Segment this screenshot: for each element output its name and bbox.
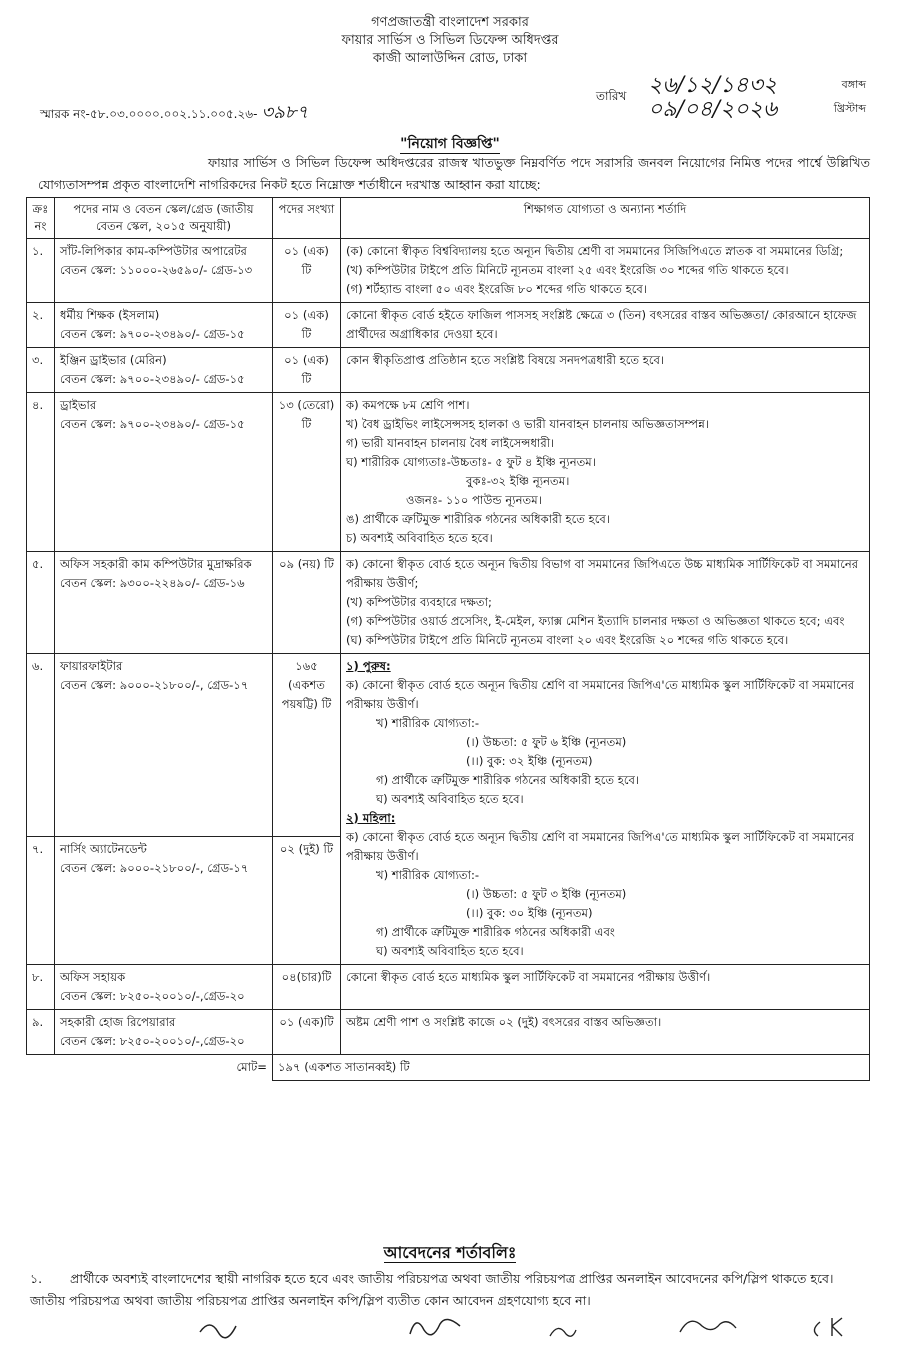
pay-scale: বেতন স্কেল: ৯৭০০-২৩৪৯০/- গ্রেড-১৫ (60, 417, 245, 431)
condition-text: প্রার্থীকে অবশ্যই বাংলাদেশের স্থায়ী নাগরিক হতে হবে এবং জাতীয় পরিচয়পত্র অথবা জাতীয় পরিচয়পত্র প্রাপ্তির অনলাইন আবেদনের কপি/স্লিপ থাকতে হবে। জাতীয় পরিচয়পত্র অথবা জাতীয় পরিচয়পত্র প্রাপ্তির অনলাইন কপি/স্লিপ ব্যতীত কোন আবেদন গ্রহণযোগ্য হবে না। (30, 1271, 834, 1308)
qual-line: ঙ) প্রার্থীকে ত্রুটিমুক্ত শারীরিক গঠনের অধিকারী হতে হবে। (346, 512, 611, 526)
row-qualification (341, 393, 870, 552)
row-count: ০১ (এক) টি (273, 348, 341, 393)
vacancy-table (26, 197, 870, 1081)
female-heading: ২) মহিলা: (346, 811, 396, 825)
qual-line: ওজনঃ- ১১০ পাউন্ড ন্যূনতম। (406, 493, 542, 507)
total-row (27, 1055, 870, 1081)
post-name: অফিস সহকারী কাম কম্পিউটার মুদ্রাক্ষরিক (60, 557, 252, 571)
male-heading: ১) পুরুষ: (346, 659, 391, 673)
qual-line: অষ্টম শ্রেণী পাশ ও সংশ্লিষ্ট কাজে ০২ (দুই) বৎসরের বাস্তব অভিজ্ঞতা। (346, 1015, 662, 1029)
qual-line: কোন স্বীকৃতিপ্রাপ্ত প্রতিষ্ঠান হতে সংশ্লিষ্ট বিষয়ে সনদপত্রধারী হতে হবে। (346, 353, 665, 367)
english-date: ০৯/০৪/২০২৬ (648, 97, 778, 122)
table-row (27, 654, 870, 837)
row-post (55, 654, 273, 837)
post-name: ফায়ারফাইটার (60, 659, 123, 673)
post-name: সহকারী হোজ রিপেয়ারার (60, 1015, 176, 1029)
table-row (27, 348, 870, 393)
qual-line: খ) শারীরিক যোগ্যতা:- (376, 868, 480, 882)
row-qualification (341, 239, 870, 303)
qual-line: (ক) কোনো স্বীকৃত বিশ্ববিদ্যালয় হতে অন্যূন দ্বিতীয় শ্রেণী বা সমমানের সিজিপিএতে স্নাতক বা সমমানের ডিগ্রি; (346, 244, 844, 258)
pay-scale: বেতন স্কেল: ৯৩০০-২২৪৯০/- গ্রেড-১৬ (60, 576, 245, 590)
row-count: ০৯ (নয়) টি (273, 552, 341, 654)
memo-label: স্মারক নং-৫৮.০৩.০০০০.০০২.১১.০০৫.২৬- (40, 107, 258, 121)
post-name: নার্সিং অ্যাটেনডেন্ট (60, 841, 147, 856)
english-date-suffix: খ্রিস্টাব্দ (833, 102, 866, 115)
row-sl: ৩. (27, 348, 55, 393)
qual-line: ঘ) অবশ্যই অবিবাহিত হতে হবে। (376, 944, 524, 958)
date-block (596, 72, 866, 120)
row-post (55, 552, 273, 654)
qual-line: কোনো স্বীকৃত বোর্ড হতে মাধ্যমিক স্কুল সার্টিফিকেট বা সমমানের পরীক্ষায় উত্তীর্ণ। (346, 970, 711, 984)
row-qualification (341, 303, 870, 348)
bangla-date-suffix: বঙ্গাব্দ (841, 78, 866, 91)
conditions-list (30, 1268, 870, 1312)
pay-scale: বেতন স্কেল: ৯৭০০-২৩৪৯০/- গ্রেড-১৫ (60, 372, 245, 386)
table-header-row (27, 198, 870, 239)
row-post (55, 965, 273, 1010)
qual-line: (গ) শর্টহ্যান্ড বাংলা ৫০ এবং ইংরেজি ৮০ শব্দের গতি থাকতে হবে। (346, 282, 648, 296)
conditions-title: আবেদনের শর্তাবলিঃ (383, 1243, 517, 1262)
row-count: ০১ (এক) টি (273, 239, 341, 303)
department-name: ফায়ার সার্ভিস ও সিভিল ডিফেন্স অধিদপ্তর (341, 33, 559, 48)
total-label: মোট= (236, 1060, 267, 1074)
qual-line: ক) কোনো স্বীকৃত বোর্ড হতে অন্যূন দ্বিতীয় শ্রেণি বা সমমানের জিপিএ'তে মাধ্যমিক স্কুল সার্টিফিকেট বা সমমানের পরীক্ষায় উত্তীর্ণ। (346, 678, 855, 711)
qual-line: (।।) বুক: ৩২ ইঞ্চি (ন্যূনতম) (466, 754, 593, 768)
header-count: পদের সংখ্যা (273, 198, 341, 239)
qual-line: ক) কোনো স্বীকৃত বোর্ড হতে অন্যূন দ্বিতীয় বিভাগ বা সমমানের জিপিএতে উচ্চ মাধ্যমিক সার্টিফিকেট বা সমমানের পরীক্ষায় উত্তীর্ণ; (346, 557, 859, 590)
table-row (27, 1010, 870, 1055)
qual-line: (খ) কম্পিউটার টাইপে প্রতি মিনিটে ন্যূনতম বাংলা ২৫ এবং ইংরেজি ৩০ শব্দের গতি থাকতে হবে। (346, 263, 789, 277)
qual-line: (।) উচ্চতা: ৫ ফুট ৬ ইঞ্চি (ন্যূনতম) (466, 735, 627, 749)
pay-scale: বেতন স্কেল: ৯০০০-২১৮০০/-, গ্রেড-১৭ (60, 678, 249, 692)
row-qualification (341, 965, 870, 1010)
row-sl: ২. (27, 303, 55, 348)
qual-line: খ) শারীরিক যোগ্যতা:- (376, 716, 480, 730)
header-post: পদের নাম ও বেতন স্কেল/গ্রেড (জাতীয় বেতন স্কেল, ২০১৫ অনুযায়ী) (55, 198, 273, 239)
qual-line: বুকঃ-৩২ ইঞ্চি ন্যূনতম। (466, 474, 570, 488)
post-name: অফিস সহায়ক (60, 970, 126, 984)
header-qualification: শিক্ষাগত যোগ্যতা ও অন্যান্য শর্তাদি (341, 198, 870, 239)
condition-number: ১. (30, 1271, 43, 1286)
pay-scale: বেতন স্কেল: ৮২৫০-২০০১০/-,গ্রেড-২০ (60, 989, 245, 1003)
table-row (27, 303, 870, 348)
post-name: ড্রাইভার (60, 398, 97, 412)
govt-name: গণপ্রজাতন্ত্রী বাংলাদেশ সরকার (371, 15, 529, 30)
row-post (55, 836, 273, 964)
table-row (27, 965, 870, 1010)
row-sl: ৮. (27, 965, 55, 1010)
qual-line: গ) প্রার্থীকে ত্রুটিমুক্ত শারীরিক গঠনের অধিকারী হতে হবে। (376, 773, 640, 787)
post-name: ইঞ্জিন ড্রাইভার (মেরিন) (60, 353, 167, 367)
pay-scale: বেতন স্কেল: ১১০০০-২৬৫৯০/- গ্রেড-১৩ (60, 263, 253, 277)
qual-line: গ) ভারী যানবাহন চালনায় বৈধ লাইসেন্সধারী। (346, 436, 555, 450)
qual-line: খ) বৈধ ড্রাইভিং লাইসেন্সসহ হালকা ও ভারী যানবাহন চালনায় অভিজ্ঞতাসম্পন্ন। (346, 417, 709, 431)
table-row (27, 552, 870, 654)
row-qualification-shared (341, 654, 870, 965)
row-sl: ৭. (27, 836, 55, 964)
memo-number (40, 98, 308, 129)
row-post (55, 1010, 273, 1055)
row-sl: ৪. (27, 393, 55, 552)
qual-line: ক) কোনো স্বীকৃত বোর্ড হতে অন্যূন দ্বিতীয় শ্রেণি বা সমমানের জিপিএ'তে মাধ্যমিক স্কুল সার্টিফিকেট বা সমমানের পরীক্ষায় উত্তীর্ণ। (346, 830, 855, 863)
memo-handwritten-number: ৩৯৮৭ (261, 102, 309, 123)
qual-line: (গ) কম্পিউটার ওয়ার্ড প্রসেসিং, ই-মেইল, ফ্যাক্স মেশিন ইত্যাদি চালনার দক্ষতা ও অভিজ্ঞতা থাকতে হবে; এবং (346, 614, 845, 628)
row-post (55, 239, 273, 303)
post-name: ধর্মীয় শিক্ষক (ইসলাম) (60, 308, 160, 322)
header-sl: ক্রঃ নং (27, 198, 55, 239)
qual-line: কোনো স্বীকৃত বোর্ড হইতে ফাজিল পাসসহ সংশ্লিষ্ট ক্ষেত্রে ৩ (তিন) বৎসরের বাস্তব অভিজ্ঞতা/ কোরআনে হাফেজ প্রার্থীদের অগ্রাধিকার দেওয়া হবে। (346, 308, 857, 341)
row-count: ০১ (এক) টি (273, 303, 341, 348)
qual-line: ক) কমপক্ষে ৮ম শ্রেণি পাশ। (346, 398, 470, 412)
row-sl: ৬. (27, 654, 55, 837)
row-post (55, 348, 273, 393)
qual-line: (ঘ) কম্পিউটার টাইপে প্রতি মিনিটে ন্যূনতম বাংলা ২০ এবং ইংরেজি ২০ শব্দের গতি থাকতে হবে। (346, 633, 789, 647)
qual-line: ঘ) শারীরিক যোগ্যতাঃ-উচ্চতাঃ- ৫ ফুট ৪ ইঞ্চি ন্যূনতম। (346, 455, 596, 469)
row-sl: ১. (27, 239, 55, 303)
notice-title: "নিয়োগ বিজ্ঞপ্তি" (400, 136, 500, 152)
office-address: কাজী আলাউদ্দিন রোড, ঢাকা (372, 51, 528, 66)
condition-item (30, 1268, 870, 1312)
post-name: সাঁট-লিপিকার কাম-কম্পিউটার অপারেটর (60, 244, 247, 258)
row-count: ১৩ (তেরো) টি (273, 393, 341, 552)
row-sl: ৫. (27, 552, 55, 654)
row-count: ০২ (দুই) টি (273, 836, 341, 964)
pay-scale: বেতন স্কেল: ৮২৫০-২০০১০/-,গ্রেড-২০ (60, 1034, 245, 1048)
row-sl: ৯. (27, 1010, 55, 1055)
qual-line: (খ) কম্পিউটার ব্যবহারে দক্ষতা; (346, 595, 492, 609)
qual-line: (।।) বুক: ৩০ ইঞ্চি (ন্যূনতম) (466, 906, 593, 920)
qual-line: গ) প্রার্থীকে ত্রুটিমুক্ত শারীরিক গঠনের অধিকারী এবং (376, 925, 615, 939)
row-count: ১৬৫ (একশত পয়ষট্টি) টি (273, 654, 341, 837)
date-label: তারিখ (596, 89, 627, 103)
notice-intro: ফায়ার সার্ভিস ও সিভিল ডিফেন্স অধিদপ্তরের রাজস্ব খাতভুক্ত নিম্নবর্ণিত পদে সরাসরি জনবল নিয়োগের নিমিত্ত পদের পার্শ্বে উল্লিখিত যোগ্যতাসম্পন্ন প্রকৃত বাংলাদেশি নাগরিকদের নিকট হতে নিম্নোক্ত শর্তাধীনে দরখাস্ত আহ্বান করা যাচ্ছে: (38, 155, 870, 192)
row-post (55, 393, 273, 552)
total-value: ১৯৭ (একশত সাতানব্বই) টি (273, 1055, 870, 1081)
pay-scale: বেতন স্কেল: ৯৭০০-২৩৪৯০/- গ্রেড-১৫ (60, 327, 245, 341)
table-row (27, 239, 870, 303)
office-header (0, 14, 900, 68)
bangla-date: ২৬/১২/১৪৩২ (648, 73, 778, 98)
qual-line: (।) উচ্চতা: ৫ ফুট ৩ ইঞ্চি (ন্যূনতম) (466, 887, 627, 901)
row-qualification (341, 552, 870, 654)
row-post (55, 303, 273, 348)
qual-line: চ) অবশ্যই অবিবাহিত হতে হবে। (346, 531, 493, 545)
row-qualification (341, 348, 870, 393)
qual-line: ঘ) অবশ্যই অবিবাহিত হতে হবে। (376, 792, 524, 806)
table-row (27, 393, 870, 552)
row-count: ০৪(চার)টি (273, 965, 341, 1010)
row-qualification (341, 1010, 870, 1055)
row-count: ০১ (এক)টি (273, 1010, 341, 1055)
pay-scale: বেতন স্কেল: ৯০০০-২১৮০০/-, গ্রেড-১৭ (60, 860, 249, 875)
initials-signatures (180, 1312, 880, 1342)
